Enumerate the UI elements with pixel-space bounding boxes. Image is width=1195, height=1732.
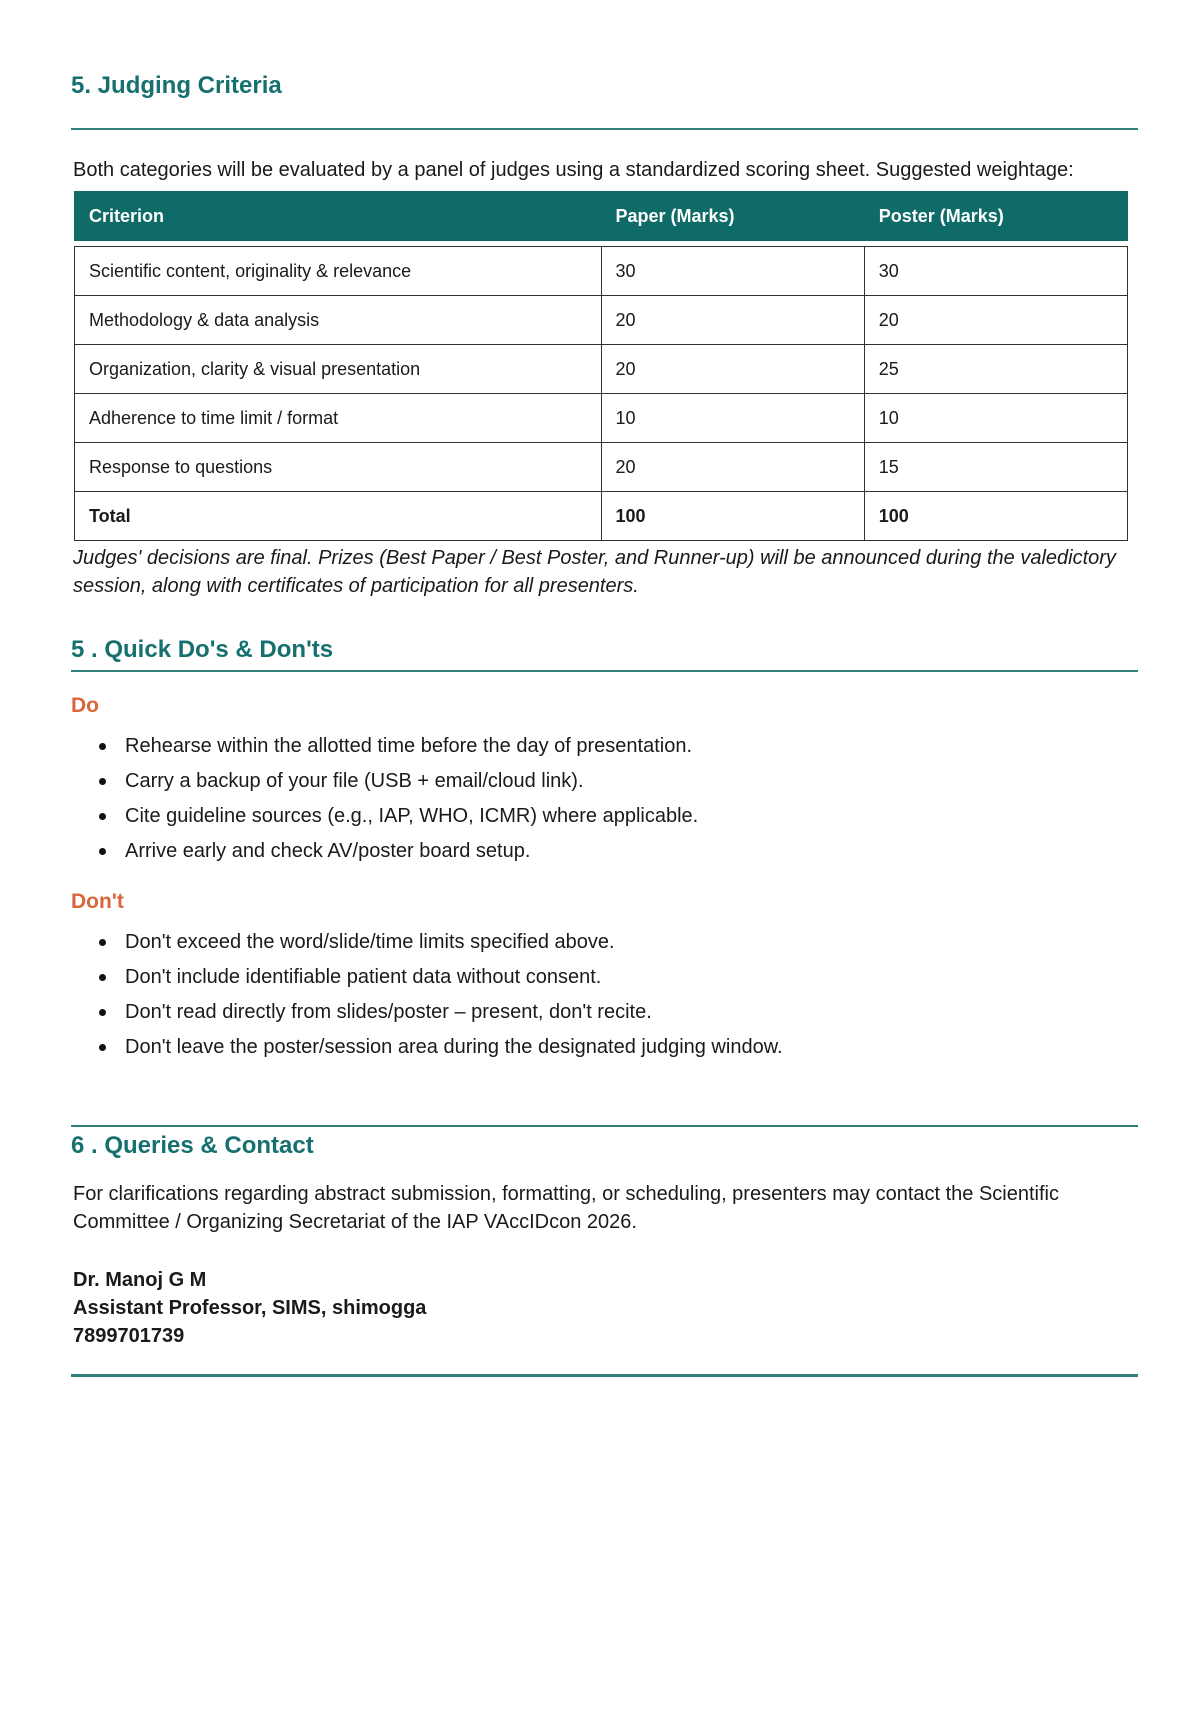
list-item [125,963,783,998]
column-header-criterion: Criterion [75,192,602,241]
list-item [125,767,698,802]
paper-marks-cell: 20 [601,296,864,345]
total-paper-cell: 100 [601,492,864,541]
list-item [125,802,698,837]
paper-marks-cell: 10 [601,394,864,443]
criterion-cell: Adherence to time limit / format [75,394,602,443]
bullet-icon [99,848,106,855]
poster-marks-cell: 25 [864,345,1127,394]
table-header-row [75,192,1128,241]
criterion-cell: Response to questions [75,443,602,492]
bullet-icon [99,813,106,820]
list-item [125,928,783,963]
criterion-cell: Organization, clarity & visual presentation [75,345,602,394]
list-item-text: Arrive early and check AV/poster board setup. [125,840,531,862]
section-rule [71,1125,1138,1127]
list-item [125,732,698,767]
contact-text: For clarifications regarding abstract submission, formatting, or scheduling, presenters may contact the Scientific Committee / Organizing Secretariat of the IAP VAccIDcon 2026. [73,1183,1059,1233]
table-row [75,247,1128,296]
judges-note: Judges' decisions are final. Prizes (Best Paper / Best Poster, and Runner-up) will be announced during the valedictory session, along with certificates of participation for all presenters. [73,547,1116,597]
contact-name: Dr. Manoj G M [73,1269,207,1291]
table-total-row [75,492,1128,541]
total-poster-cell: 100 [864,492,1127,541]
bullet-icon [99,1044,106,1051]
bullet-icon [99,974,106,981]
section-heading-dos-donts: 5 . Quick Do's & Don'ts [71,636,334,663]
bullet-icon [99,1009,106,1016]
bullet-icon [99,743,106,750]
section-rule [71,128,1138,130]
list-item-text: Cite guideline sources (e.g., IAP, WHO, ICMR) where applicable. [125,805,699,827]
list-item-text: Carry a backup of your file (USB + email/cloud link). [125,770,584,792]
table-row [75,443,1128,492]
poster-marks-cell: 20 [864,296,1127,345]
poster-marks-cell: 10 [864,394,1127,443]
judging-criteria-table [74,191,1128,541]
list-item-text: Don't exceed the word/slide/time limits specified above. [125,931,615,953]
judging-intro: Both categories will be evaluated by a panel of judges using a standardized scoring sheet. Suggested weightage: [73,159,1074,181]
paper-marks-cell: 20 [601,443,864,492]
table-row [75,345,1128,394]
do-list [71,732,698,872]
section-heading-contact: 6 . Queries & Contact [71,1132,314,1159]
section-rule [71,670,1138,672]
table-row [75,394,1128,443]
footer-rule [71,1374,1138,1377]
do-subheading: Do [71,694,99,717]
list-item-text: Don't leave the poster/session area during the designated judging window. [125,1036,783,1058]
poster-marks-cell: 15 [864,443,1127,492]
criterion-cell: Scientific content, originality & relevance [75,247,602,296]
list-item [125,1033,783,1068]
poster-marks-cell: 30 [864,247,1127,296]
column-header-paper: Paper (Marks) [601,192,864,241]
contact-role: Assistant Professor, SIMS, shimogga [73,1297,427,1319]
criterion-cell: Methodology & data analysis [75,296,602,345]
section-heading-judging: 5. Judging Criteria [71,72,282,99]
bullet-icon [99,778,106,785]
column-header-poster: Poster (Marks) [864,192,1127,241]
list-item-text: Rehearse within the allotted time before the day of presentation. [125,735,693,757]
contact-phone: 7899701739 [73,1325,185,1347]
list-item-text: Don't include identifiable patient data without consent. [125,966,602,988]
list-item-text: Don't read directly from slides/poster – present, don't recite. [125,1001,652,1023]
dont-subheading: Don't [71,890,124,913]
total-label-cell: Total [75,492,602,541]
paper-marks-cell: 30 [601,247,864,296]
list-item [125,837,698,872]
paper-marks-cell: 20 [601,345,864,394]
list-item [125,998,783,1033]
table-row [75,296,1128,345]
bullet-icon [99,939,106,946]
dont-list [71,928,783,1068]
